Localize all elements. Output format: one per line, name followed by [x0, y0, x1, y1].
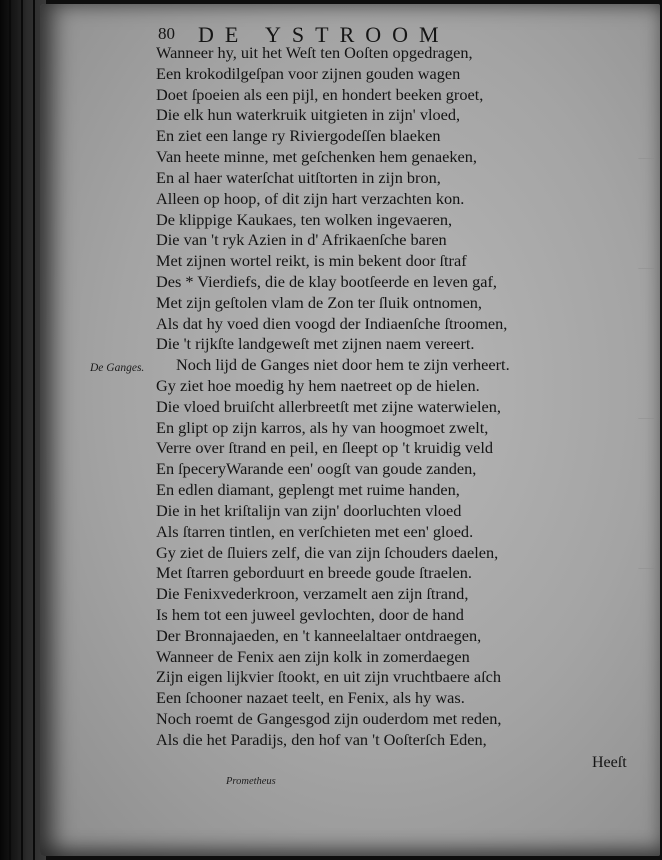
verse-line: Der Bronnajaeden, en 't kanneelaltaer ontdraegen, [156, 625, 482, 645]
verse-line: Een krokodilgeſpan voor zijnen gouden wagen [156, 63, 461, 83]
verse-line: Die elk hun waterkruik uitgieten in zijn' vloed, [156, 105, 461, 125]
catchword: Heeſt [592, 754, 627, 771]
verse-line: Met zijnen wortel reikt, is min bekent door ſtraf [156, 251, 467, 271]
verse-line: Zijn eigen lijkvier ſtookt, en uit zijn vruchtbaere aſch [156, 667, 501, 687]
running-title: DE YSTROOM [198, 22, 450, 47]
verse-line: Gy ziet de ſluiers zelf, die van zijn ſchouders daelen, [156, 542, 499, 562]
verse-line: Die van 't ryk Azien in d' Afrikaenſche baren [156, 230, 447, 250]
verse-line: Die in het kriſtalijn van zijn' doorluchten vloed [156, 500, 462, 520]
verse-line: Gy ziet hoe moedig hy hem naetreet op de hielen. [156, 376, 480, 395]
verse-line: Als die het Paradijs, den hof van 't Ooſterſch Eden, [156, 729, 487, 749]
verse-line: Met zijn geſtolen vlam de Zon ter ſluik ontnomen, [156, 292, 483, 312]
show-through-text: ── [638, 563, 654, 575]
verse-line: En ziet een lange ry Riviergodeſſen blaeken [156, 126, 441, 146]
verse-line: Wanneer hy, uit het Weſt ten Ooſten opgedragen, [156, 43, 473, 62]
poem-text [156, 43, 596, 751]
verse-line: Als ſtarren tintlen, en verſchieten met een' gloed. [156, 521, 474, 541]
verse-line: Wanneer de Fenix aen zijn kolk in zomerdaegen [156, 646, 470, 666]
verse-line: Des * Vierdiefs, die de klay bootſeerde en leven gaf, [156, 271, 497, 291]
verse-line: Die vloed bruiſcht allerbreetſt met zijne waterwielen, [156, 396, 501, 416]
verse-line: Die Fenixvederkroon, verzamelt aen zijn ſtrand, [156, 584, 469, 604]
page-number: 80 [158, 24, 175, 43]
verse-line: Verre over ſtrand en peil, en ſleept op 't kruidig veld [156, 438, 494, 458]
verse-line: En al haer waterſchat uitſtorten in zijn bron, [156, 167, 441, 187]
verse-line: Als dat hy voed dien voogd der Indiaenſche ſtroomen, [156, 313, 508, 333]
marginal-note: De Ganges. [90, 362, 145, 374]
verse-line: Met ſtarren geborduurt en breede goude ſtraelen. [156, 563, 472, 583]
verse-line: Is hem tot een juweel gevlochten, door de hand [156, 604, 464, 624]
footnote: Prometheus [226, 776, 276, 787]
verse-line: En edlen diamant, geplengt met ruime handen, [156, 480, 460, 500]
verse-line: Die 't rijkſte landgeweſt met zijnen naem vereert. [156, 334, 475, 354]
show-through-text: ── [638, 153, 654, 165]
verse-line: Alleen op hoop, of dit zijn hart verzachten kon. [156, 188, 465, 208]
verse-line: En ſpeceryWarande een' oogſt van goude zanden, [156, 459, 477, 479]
verse-line: Noch roemt de Gangesgod zijn ouderdom met reden, [156, 709, 502, 728]
verse-line: En glipt op zijn karros, als hy van hoogmoet zwelt, [156, 417, 489, 437]
show-through-text: ── [638, 263, 654, 275]
verse-line: Van heete minne, met geſchenken hem genaeken, [156, 147, 477, 167]
verse-line: Doet ſpoeien als een pijl, en hondert beeken groet, [156, 84, 484, 104]
verse-line: Een ſchooner nazaet teelt, en Fenix, als hy was. [156, 688, 465, 708]
verse-line: Noch lijd de Ganges niet door hem te zijn verheert. [176, 355, 510, 375]
show-through-text: ── [638, 413, 654, 425]
verse-line: De klippige Kaukaes, ten wolken ingevaeren, [156, 209, 453, 229]
